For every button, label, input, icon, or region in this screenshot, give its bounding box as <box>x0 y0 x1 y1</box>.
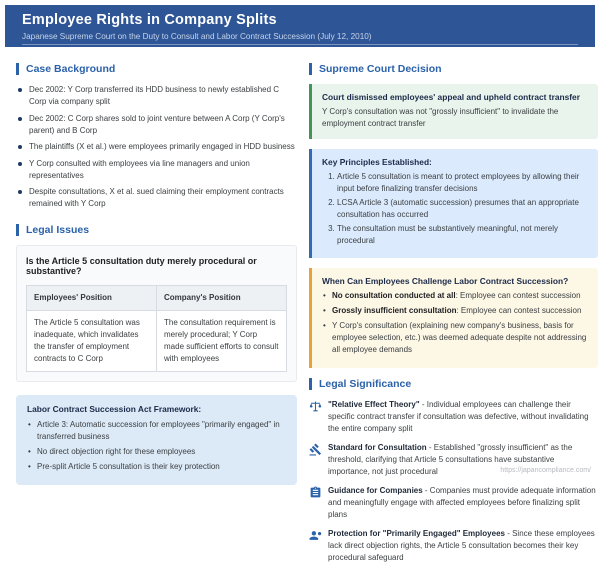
bullet-rest: Y Corp's consultation (explaining new company's business, basis for employee selection, etc.) was deemed adequate despite not addressing all employee demands <box>332 321 587 354</box>
list-item: Despite consultations, X et al. sued claiming their employment contracts remained with Y Corp <box>16 186 297 210</box>
key-principles-box <box>309 149 598 258</box>
source-url: https://japancompliance.com/ <box>500 467 591 474</box>
infographic-page <box>0 5 600 562</box>
table-cell-employees-position: The Article 5 consultation was inadequate, which invalidates the transfer of employment contracts to C Corp <box>27 311 157 372</box>
person-badge-icon <box>309 528 322 564</box>
significance-rest: - Established "grossly insufficient" as the threshold, clarifying that Article 5 consultations have substantive importance, not just procedural <box>328 443 573 476</box>
bullet-lead: Grossly insufficient consultation <box>332 306 457 315</box>
table-header-employees: Employees' Position <box>27 286 157 311</box>
bullet-lead: No consultation conducted at all <box>332 291 456 300</box>
framework-box-title: Labor Contract Succession Act Framework: <box>27 404 202 414</box>
ruling-body: Y Corp's consultation was not "grossly insufficient" to invalidate the employment contract transfer <box>322 107 559 128</box>
legal-issues-box <box>16 245 297 382</box>
section-title: Supreme Court Decision <box>319 63 442 75</box>
section-title: Case Background <box>26 63 116 75</box>
significance-lead: Standard for Consultation <box>328 443 427 452</box>
clipboard-icon <box>309 485 322 521</box>
section-heading-legal-issues <box>16 224 297 236</box>
section-heading-case-background <box>16 63 297 75</box>
list-item: • Pre-split Article 5 consultation is their key protection <box>27 461 286 473</box>
table-cell-company-position: The consultation requirement is merely procedural; Y Corp made sufficient efforts to consult with employees <box>157 311 287 372</box>
scales-icon <box>309 399 322 435</box>
heading-accent-bar <box>309 378 312 390</box>
ruling-title: Court dismissed employees' appeal and upheld contract transfer <box>322 92 580 102</box>
section-heading-legal-significance <box>309 378 598 390</box>
left-column <box>16 63 297 571</box>
section-heading-supreme-court-decision <box>309 63 598 75</box>
list-item <box>322 290 588 302</box>
significance-item <box>309 528 598 564</box>
significance-text <box>328 399 598 435</box>
ruling-box <box>309 84 598 139</box>
page-title: Employee Rights in Company Splits <box>22 12 277 28</box>
key-principles-list <box>322 171 588 247</box>
list-item: The plaintiffs (X et al.) were employees primarily engaged in HDD business <box>16 141 297 153</box>
heading-accent-bar <box>16 224 19 236</box>
list-item: • Article 3: Automatic succession for employees "primarily engaged" in transferred business <box>27 419 286 443</box>
key-principles-title: Key Principles Established: <box>322 157 432 167</box>
gavel-icon <box>309 442 322 478</box>
section-title: Legal Significance <box>319 378 412 390</box>
list-item: Dec 2002: C Corp shares sold to joint venture between A Corp (Y Corp's parent) and B Corp <box>16 113 297 137</box>
content-columns <box>0 47 600 571</box>
heading-accent-bar <box>16 63 19 75</box>
significance-rest: - Companies must provide adequate information and meaningfully engage with affected employees before finalizing split plans <box>328 486 596 519</box>
table-header-company: Company's Position <box>157 286 287 311</box>
significance-text <box>328 528 598 564</box>
framework-list <box>27 419 286 473</box>
significance-rest: - Individual employees can challenge their specific contract transfer if consultation was defective, without invalidating the entire company split <box>328 400 589 433</box>
significance-item <box>309 485 598 521</box>
list-item <box>322 305 588 317</box>
significance-lead: "Relative Effect Theory" <box>328 400 420 409</box>
positions-table <box>26 285 287 372</box>
list-item: • No direct objection right for these employees <box>27 446 286 458</box>
significance-rest: - Since these employees lack direct objection rights, the Article 5 consultation becomes their key procedural safeguard <box>328 529 595 562</box>
page-subtitle: Japanese Supreme Court on the Duty to Consult and Labor Contract Succession (July 12, 2010) <box>22 32 578 45</box>
list-item: Dec 2002: Y Corp transferred its HDD business to newly established C Corp via company split <box>16 84 297 108</box>
challenge-box-title: When Can Employees Challenge Labor Contract Succession? <box>322 276 569 286</box>
section-title: Legal Issues <box>26 224 90 236</box>
page-header <box>5 5 595 47</box>
table-header-row <box>27 286 287 311</box>
list-item: 3. The consultation must be substantively meaningful, not merely procedural <box>337 223 588 247</box>
legal-issue-question: Is the Article 5 consultation duty merely procedural or substantive? <box>26 256 257 276</box>
case-background-list <box>16 84 297 210</box>
right-column <box>309 63 598 571</box>
challenge-list <box>322 290 588 356</box>
significance-item <box>309 399 598 435</box>
significance-lead: Guidance for Companies <box>328 486 423 495</box>
challenge-box <box>309 268 598 368</box>
list-item: Y Corp consulted with employees via line managers and union representatives <box>16 158 297 182</box>
significance-lead: Protection for "Primarily Engaged" Employees <box>328 529 505 538</box>
table-row <box>27 311 287 372</box>
list-item <box>322 320 588 356</box>
list-item: 2. LCSA Article 3 (automatic succession) presumes that an appropriate consultation has occurred <box>337 197 588 221</box>
framework-box <box>16 395 297 485</box>
significance-text <box>328 485 598 521</box>
bullet-rest: : Employee can contest succession <box>455 291 581 300</box>
heading-accent-bar <box>309 63 312 75</box>
bullet-rest: : Employee can contest succession <box>456 306 582 315</box>
list-item: 1. Article 5 consultation is meant to protect employees by allowing their input before finalizing transfer decisions <box>337 171 588 195</box>
